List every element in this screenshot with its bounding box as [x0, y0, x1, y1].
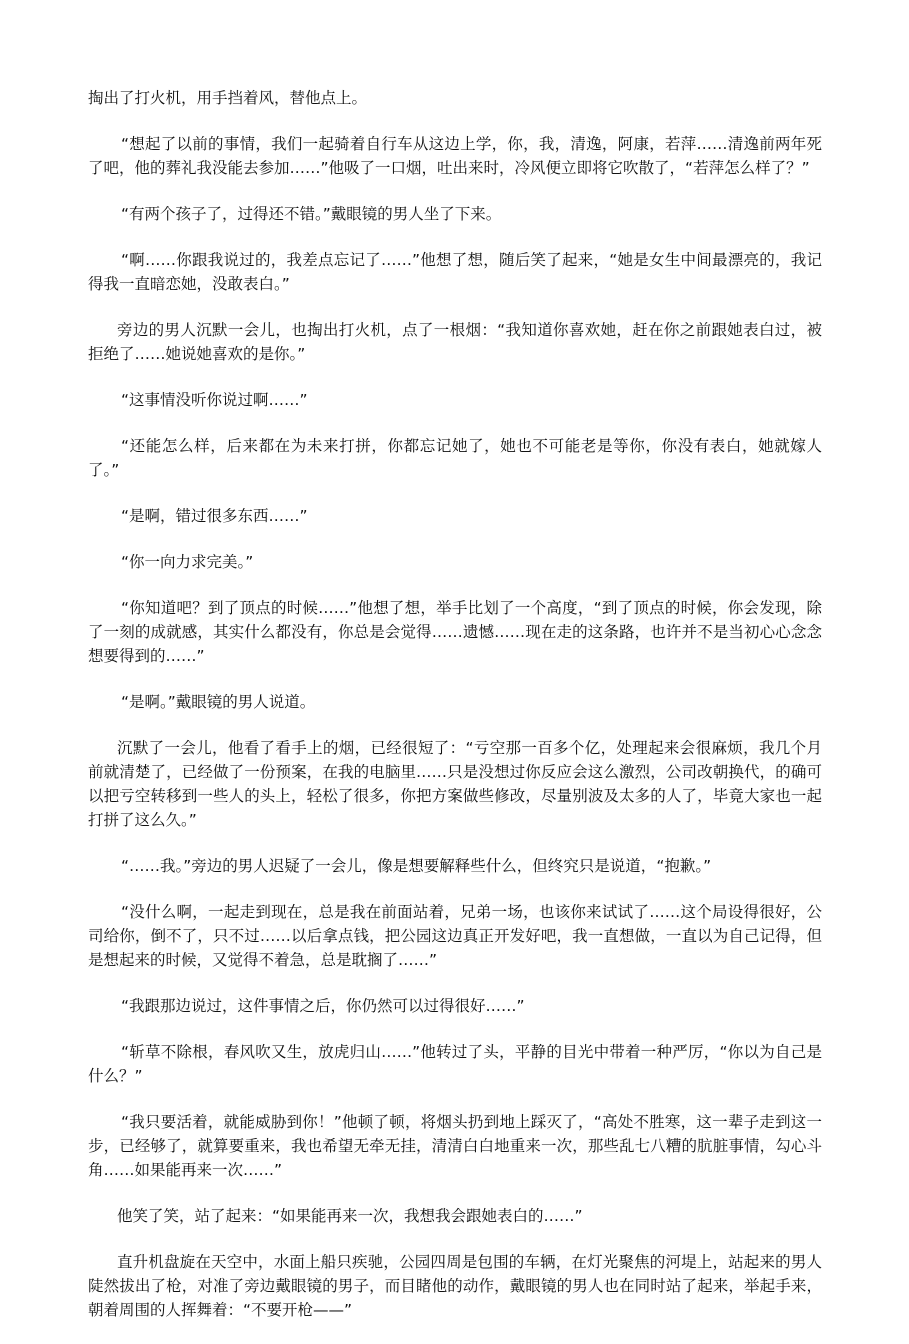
paragraph: “这事情没听你说过啊……”: [121, 391, 308, 409]
paragraph: 他笑了笑，站了起来：“如果能再来一次，我想我会跟她表白的……”: [117, 1207, 583, 1225]
paragraph: “斩草不除根，春风吹又生，放虎归山……”他转过了头，平静的目光中带着一种严厉，“你以为自己是什么？”: [88, 1043, 822, 1085]
paragraph: “……我。”旁边的男人迟疑了一会儿，像是想要解释些什么，但终究只是说道，“抱歉。”: [121, 857, 712, 875]
paragraph: “想起了以前的事情，我们一起骑着自行车从这边上学，你，我，清逸，阿康，若萍……清逸前两年死了吧，他的葬礼我没能去参加……”他吸了一口烟，吐出来时，冷风便立即将它吹散了，“若萍怎么样了？”: [88, 135, 822, 177]
paragraph: “有两个孩子了，过得还不错。”戴眼镜的男人坐了下来。: [121, 205, 502, 223]
paragraph: “你知道吧？到了顶点的时候……”他想了想，举手比划了一个高度，“到了顶点的时候，你会发现，除了一刻的成就感，其实什么都没有，你总是会觉得……遗憾……现在走的这条路，也许并不是当初心心念念想要得到的……”: [88, 599, 822, 665]
paragraph: 掏出了打火机，用手挡着风，替他点上。: [88, 89, 368, 107]
paragraph: “是啊。”戴眼镜的男人说道。: [121, 693, 316, 711]
paragraph: “我跟那边说过，这件事情之后，你仍然可以过得很好……”: [121, 997, 525, 1015]
paragraph: 旁边的男人沉默一会儿，也掏出打火机，点了一根烟：“我知道你喜欢她，赶在你之前跟她表白过，被拒绝了……她说她喜欢的是你。”: [88, 321, 822, 363]
paragraph: “是啊，错过很多东西……”: [121, 507, 308, 525]
paragraph: “还能怎么样，后来都在为未来打拼，你都忘记她了，她也不可能老是等你，你没有表白，她就嫁人了。”: [88, 437, 822, 479]
paragraph: 直升机盘旋在天空中，水面上船只疾驰，公园四周是包围的车辆，在灯光聚焦的河堤上，站起来的男人陡然拔出了枪，对准了旁边戴眼镜的男子，而目睹他的动作，戴眼镜的男人也在同时站了起来，举起手来，朝着周围的人挥舞着：“不要开枪——”: [88, 1253, 822, 1319]
paragraph: “我只要活着，就能威胁到你！”他顿了顿，将烟头扔到地上踩灭了，“高处不胜寒，这一辈子走到这一步，已经够了，就算要重来，我也希望无牵无挂，清清白白地重来一次，那些乱七八糟的肮脏事情，勾心斗角……如果能再来一次……”: [88, 1113, 822, 1179]
paragraph: “没什么啊，一起走到现在，总是我在前面站着，兄弟一场，也该你来试试了……这个局设得很好，公司给你，倒不了，只不过……以后拿点钱，把公园这边真正开发好吧，我一直想做，一直以为自己记得，但是想起来的时候，又觉得不着急，总是耽搁了……”: [88, 903, 822, 969]
paragraph: “啊……你跟我说过的，我差点忘记了……”他想了想，随后笑了起来，“她是女生中间最漂亮的，我记得我一直暗恋她，没敢表白。”: [88, 251, 822, 293]
paragraph: 沉默了一会儿，他看了看手上的烟，已经很短了：“亏空那一百多个亿，处理起来会很麻烦，我几个月前就清楚了，已经做了一份预案，在我的电脑里……只是没想过你反应会这么激烈，公司改朝换代，的确可以把亏空转移到一些人的头上，轻松了很多，你把方案做些修改，尽量别波及太多的人了，毕竟大家也一起打拼了这么久。”: [88, 739, 822, 829]
document-page: [88, 86, 822, 1344]
paragraph: “你一向力求完美。”: [121, 553, 254, 571]
